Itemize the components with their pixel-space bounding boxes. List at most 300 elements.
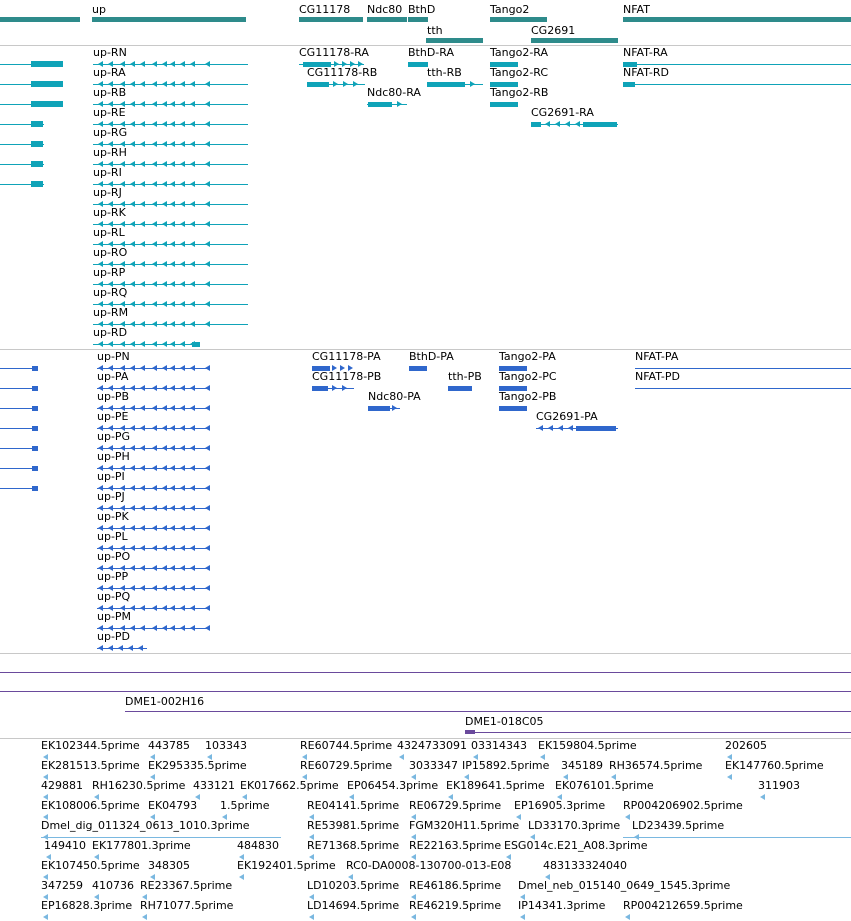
est-label[interactable]: RE46186.5prime — [409, 879, 502, 892]
strand-arrow — [205, 221, 210, 227]
transcript-label-tango2-rc[interactable]: Tango2-RC — [490, 66, 549, 79]
est-label[interactable]: EK076101.5prime — [555, 779, 654, 792]
strand-arrow — [152, 181, 157, 187]
intron-line[interactable] — [623, 837, 851, 838]
est-label[interactable]: RH36574.5prime — [609, 759, 703, 772]
strand-arrow — [152, 141, 157, 147]
est-label[interactable]: RH16230.5prime — [92, 779, 186, 792]
transcript-label-up-rl[interactable]: up-RL — [93, 226, 125, 239]
strand-arrow — [130, 161, 135, 167]
protein-label-tango2-pc[interactable]: Tango2-PC — [499, 370, 557, 383]
strand-arrow — [555, 121, 560, 127]
strand-arrow — [190, 321, 195, 327]
est-label[interactable]: 484830 — [237, 839, 279, 852]
strand-arrow — [180, 485, 185, 491]
strand-arrow — [130, 261, 135, 267]
est-label[interactable]: ESG014c.E21_A08.3prime — [504, 839, 648, 852]
est-label[interactable]: 149410 — [44, 839, 86, 852]
strand-arrow — [162, 365, 167, 371]
strand-arrow — [152, 565, 157, 571]
exon-block — [583, 122, 617, 127]
est-label[interactable]: Dmel_dig_011324_0613_1010.3prime — [41, 819, 250, 832]
protein-label-up-pa[interactable]: up-PA — [97, 370, 129, 383]
strand-arrow — [205, 81, 210, 87]
transcript-label-up-rj[interactable]: up-RJ — [93, 186, 122, 199]
strand-arrow — [152, 241, 157, 247]
transcript-label-tango2-ra[interactable]: Tango2-RA — [490, 46, 549, 59]
est-label[interactable]: EP16905.3prime — [514, 799, 606, 812]
strand-arrow — [162, 61, 167, 67]
gene-bar-ndc80[interactable] — [367, 17, 407, 22]
strand-arrow — [152, 201, 157, 207]
est-label[interactable]: EK108006.5prime — [41, 799, 140, 812]
exon-block — [31, 141, 43, 147]
est-label[interactable]: RE60729.5prime — [300, 759, 393, 772]
transcript-label-up-rg[interactable]: up-RG — [93, 126, 128, 139]
strand-arrow — [190, 121, 195, 127]
est-label[interactable]: EK159804.5prime — [538, 739, 637, 752]
gene-bar-nfat[interactable] — [623, 17, 851, 22]
strand-arrow — [180, 261, 185, 267]
clone-line[interactable] — [465, 732, 851, 733]
strand-arrow — [98, 341, 103, 347]
protein-label-up-ph[interactable]: up-PH — [97, 450, 130, 463]
protein-label-up-pg[interactable]: up-PG — [97, 430, 131, 443]
exon-block — [576, 426, 616, 431]
est-label[interactable]: IP15892.5prime — [462, 759, 550, 772]
strand-arrow — [152, 425, 157, 431]
strand-arrow — [205, 445, 210, 451]
strand-arrow — [170, 505, 175, 511]
transcript-label-up-rh[interactable]: up-RH — [93, 146, 127, 159]
est-label[interactable]: 1.5prime — [220, 799, 270, 812]
gene-label-cg2691[interactable]: CG2691 — [531, 24, 576, 37]
strand-arrow — [152, 505, 157, 511]
strand-arrow — [170, 445, 175, 451]
strand-arrow — [140, 525, 145, 531]
est-label[interactable]: 348305 — [148, 859, 190, 872]
strand-arrow — [162, 141, 167, 147]
strand-arrow — [190, 261, 195, 267]
strand-arrow — [162, 545, 167, 551]
gene-bar-cg11178[interactable] — [299, 17, 363, 22]
protein-label-cg11178-pb[interactable]: CG11178-PB — [312, 370, 382, 383]
intron-line[interactable] — [623, 64, 851, 65]
strand-arrow — [190, 81, 195, 87]
est-label[interactable]: EK281513.5prime — [41, 759, 140, 772]
strand-arrow — [190, 201, 195, 207]
est-label[interactable]: RE60744.5prime — [300, 739, 393, 752]
protein-label-tango2-pb[interactable]: Tango2-PB — [499, 390, 557, 403]
strand-arrow — [190, 281, 195, 287]
strand-arrow — [130, 465, 135, 471]
strand-arrow — [152, 301, 157, 307]
exon-block — [32, 426, 38, 431]
strand-arrow — [470, 81, 475, 87]
strand-arrow — [140, 181, 145, 187]
gene-label-ndc80[interactable]: Ndc80 — [367, 3, 403, 16]
strand-arrow — [180, 81, 185, 87]
transcript-label-tango2-rb[interactable]: Tango2-RB — [490, 86, 549, 99]
est-label[interactable]: EK017662.5prime — [240, 779, 339, 792]
est-label[interactable]: RE71368.5prime — [307, 839, 400, 852]
strand-arrow — [162, 101, 167, 107]
strand-arrow — [309, 914, 314, 920]
transcript-label-up-rp[interactable]: up-RP — [93, 266, 126, 279]
strand-arrow — [162, 505, 167, 511]
transcript-label-bthd-ra[interactable]: BthD-RA — [408, 46, 454, 59]
gene-bar-tango2[interactable] — [490, 17, 547, 22]
est-label[interactable]: EK04793 — [148, 799, 198, 812]
strand-arrow — [140, 405, 145, 411]
strand-arrow — [180, 425, 185, 431]
est-label[interactable]: 311903 — [758, 779, 800, 792]
protein-label-up-pl[interactable]: up-PL — [97, 530, 128, 543]
strand-arrow — [190, 301, 195, 307]
strand-arrow — [162, 121, 167, 127]
strand-arrow — [170, 365, 175, 371]
strand-arrow — [152, 281, 157, 287]
strand-arrow — [140, 61, 145, 67]
est-label[interactable]: RE46219.5prime — [409, 899, 502, 912]
exon-block — [499, 406, 527, 411]
strand-arrow — [170, 161, 175, 167]
strand-arrow — [128, 645, 133, 651]
strand-arrow — [140, 625, 145, 631]
strand-arrow — [170, 221, 175, 227]
strand-arrow — [205, 281, 210, 287]
est-label[interactable]: RP004212659.5prime — [623, 899, 743, 912]
est-label[interactable]: EP06454.3prime — [347, 779, 439, 792]
strand-arrow — [152, 101, 157, 107]
est-label[interactable]: 429881 — [41, 779, 83, 792]
transcript-label-up-rm[interactable]: up-RM — [93, 306, 129, 319]
est-label[interactable]: 103343 — [205, 739, 247, 752]
intron-line[interactable] — [41, 837, 281, 838]
strand-arrow — [130, 121, 135, 127]
est-label[interactable]: Dmel_neb_015140_0649_1545.3prime — [518, 879, 731, 892]
strand-arrow — [205, 565, 210, 571]
strand-arrow — [130, 341, 135, 347]
strand-arrow — [205, 101, 210, 107]
gene-bar-cg2691[interactable] — [531, 38, 618, 43]
strand-arrow — [140, 81, 145, 87]
strand-arrow — [152, 385, 157, 391]
est-label[interactable]: EK107450.5prime — [41, 859, 140, 872]
strand-arrow — [152, 161, 157, 167]
exon-block — [368, 406, 390, 411]
est-label[interactable]: FGM320H11.5prime — [409, 819, 520, 832]
strand-arrow — [205, 505, 210, 511]
strand-arrow — [140, 565, 145, 571]
strand-arrow — [180, 301, 185, 307]
strand-arrow — [170, 585, 175, 591]
clone-line[interactable] — [0, 672, 851, 673]
strand-arrow — [190, 181, 195, 187]
clone-line[interactable] — [0, 691, 851, 692]
strand-arrow — [625, 914, 630, 920]
transcript-label-cg2691-ra[interactable]: CG2691-RA — [531, 106, 594, 119]
exon-block — [490, 102, 518, 107]
strand-arrow — [140, 505, 145, 511]
strand-arrow — [180, 101, 185, 107]
transcript-track — [0, 46, 851, 348]
est-label[interactable]: EK295335.5prime — [148, 759, 247, 772]
est-label[interactable]: EK102344.5prime — [41, 739, 140, 752]
strand-arrow — [170, 565, 175, 571]
strand-arrow — [170, 241, 175, 247]
strand-arrow — [190, 241, 195, 247]
strand-arrow — [342, 385, 347, 391]
protein-label-up-pe[interactable]: up-PE — [97, 410, 129, 423]
strand-arrow — [180, 565, 185, 571]
est-label[interactable]: EK147760.5prime — [725, 759, 824, 772]
transcript-label-up-re[interactable]: up-RE — [93, 106, 126, 119]
strand-arrow — [397, 101, 402, 107]
strand-arrow — [162, 445, 167, 451]
gene-label-up[interactable]: up — [92, 3, 106, 16]
est-label[interactable]: LD14694.5prime — [307, 899, 400, 912]
protein-label-cg2691-pa[interactable]: CG2691-PA — [536, 410, 598, 423]
strand-arrow — [180, 201, 185, 207]
strand-arrow — [140, 141, 145, 147]
est-label[interactable]: 3033347 — [409, 759, 458, 772]
strand-arrow — [170, 201, 175, 207]
strand-arrow — [152, 121, 157, 127]
est-label[interactable]: 443785 — [148, 739, 190, 752]
strand-arrow — [140, 241, 145, 247]
clone-label[interactable]: DME1-018C05 — [465, 715, 544, 728]
strand-arrow — [130, 425, 135, 431]
strand-arrow — [140, 385, 145, 391]
strand-arrow — [130, 525, 135, 531]
strand-arrow — [170, 605, 175, 611]
strand-arrow — [130, 625, 135, 631]
protein-label-nfat-pa[interactable]: NFAT-PA — [635, 350, 679, 363]
est-label[interactable]: RE04141.5prime — [307, 799, 400, 812]
strand-arrow — [130, 201, 135, 207]
protein-label-up-pk[interactable]: up-PK — [97, 510, 129, 523]
strand-arrow — [130, 545, 135, 551]
strand-arrow — [190, 605, 195, 611]
gene-bar-up[interactable] — [0, 17, 80, 22]
strand-arrow — [43, 914, 48, 920]
protein-label-nfat-pd[interactable]: NFAT-PD — [635, 370, 680, 383]
protein-label-up-pm[interactable]: up-PM — [97, 610, 132, 623]
protein-label-cg11178-pa[interactable]: CG11178-PA — [312, 350, 381, 363]
strand-arrow — [180, 241, 185, 247]
transcript-label-up-rq[interactable]: up-RQ — [93, 286, 128, 299]
strand-arrow — [162, 425, 167, 431]
strand-arrow — [162, 81, 167, 87]
strand-arrow — [190, 61, 195, 67]
strand-arrow — [118, 645, 123, 651]
est-label[interactable]: 433121 — [193, 779, 235, 792]
est-label[interactable]: 03314343 — [471, 739, 527, 752]
est-label[interactable]: 483133324040 — [543, 859, 627, 872]
strand-arrow — [170, 61, 175, 67]
clone-line[interactable] — [125, 711, 851, 712]
strand-arrow — [162, 261, 167, 267]
gene-label-tango2[interactable]: Tango2 — [490, 3, 530, 16]
transcript-label-up-rn[interactable]: up-RN — [93, 46, 127, 59]
strand-arrow — [180, 121, 185, 127]
est-label[interactable]: RP004206902.5prime — [623, 799, 743, 812]
protein-label-bthd-pa[interactable]: BthD-PA — [409, 350, 454, 363]
protein-label-up-pn[interactable]: up-PN — [97, 350, 130, 363]
strand-arrow — [130, 181, 135, 187]
est-label[interactable]: IP14341.3prime — [518, 899, 606, 912]
strand-arrow — [170, 81, 175, 87]
strand-arrow — [170, 301, 175, 307]
est-label[interactable]: EK177801.3prime — [92, 839, 191, 852]
transcript-label-up-ro[interactable]: up-RO — [93, 246, 128, 259]
strand-arrow — [239, 874, 244, 880]
est-label[interactable]: RE22163.5prime — [409, 839, 502, 852]
protein-label-tango2-pa[interactable]: Tango2-PA — [499, 350, 556, 363]
protein-label-up-pb[interactable]: up-PB — [97, 390, 130, 403]
strand-arrow — [205, 585, 210, 591]
strand-arrow — [180, 61, 185, 67]
est-label[interactable]: EK192401.5prime — [237, 859, 336, 872]
est-label[interactable]: EP16828.3prime — [41, 899, 133, 912]
est-label[interactable]: 347259 — [41, 879, 83, 892]
strand-arrow — [392, 405, 397, 411]
gene-label-nfat[interactable]: NFAT — [623, 3, 650, 16]
strand-arrow — [180, 321, 185, 327]
est-label[interactable]: RC0-DA0008-130700-013-E08 — [346, 859, 512, 872]
clone-label[interactable]: DME1-002H16 — [125, 695, 205, 708]
est-label[interactable]: RE23367.5prime — [140, 879, 233, 892]
transcript-label-up-ra[interactable]: up-RA — [93, 66, 126, 79]
strand-arrow — [205, 61, 210, 67]
gene-bar-bthd[interactable] — [408, 17, 428, 22]
strand-arrow — [332, 385, 337, 391]
strand-arrow — [152, 341, 157, 347]
strand-arrow — [170, 281, 175, 287]
est-label[interactable]: EK189641.5prime — [446, 779, 545, 792]
gene-label-cg11178[interactable]: CG11178 — [299, 3, 351, 16]
protein-label-up-pj[interactable]: up-PJ — [97, 490, 125, 503]
strand-arrow — [180, 341, 185, 347]
est-label[interactable]: RE06729.5prime — [409, 799, 502, 812]
intron-line[interactable] — [623, 84, 851, 85]
strand-arrow — [162, 625, 167, 631]
protein-label-tth-pb[interactable]: tth-PB — [448, 370, 482, 383]
strand-arrow — [205, 201, 210, 207]
est-label[interactable]: LD23439.5prime — [632, 819, 725, 832]
est-label[interactable]: RE53981.5prime — [307, 819, 400, 832]
strand-arrow — [140, 161, 145, 167]
strand-arrow — [140, 445, 145, 451]
strand-arrow — [190, 565, 195, 571]
strand-arrow — [170, 121, 175, 127]
exon-block — [32, 446, 38, 451]
protein-label-up-pp[interactable]: up-PP — [97, 570, 129, 583]
strand-arrow — [162, 221, 167, 227]
exon-block — [409, 366, 427, 371]
exon-block — [623, 82, 635, 87]
exon-block — [531, 122, 541, 127]
exon-block — [31, 61, 63, 67]
exon-block — [307, 82, 329, 87]
transcript-label-up-ri[interactable]: up-RI — [93, 166, 122, 179]
est-label[interactable]: LD33170.3prime — [528, 819, 621, 832]
strand-arrow — [190, 385, 195, 391]
gene-label-bthd[interactable]: BthD — [408, 3, 436, 16]
strand-arrow — [190, 445, 195, 451]
transcript-label-nfat-ra[interactable]: NFAT-RA — [623, 46, 668, 59]
transcript-label-cg11178-rb[interactable]: CG11178-RB — [307, 66, 378, 79]
strand-arrow — [130, 365, 135, 371]
protein-label-up-pq[interactable]: up-PQ — [97, 590, 131, 603]
strand-arrow — [205, 625, 210, 631]
strand-arrow — [190, 161, 195, 167]
gene-label-tth[interactable]: tth — [427, 24, 443, 37]
strand-arrow — [162, 181, 167, 187]
strand-arrow — [205, 181, 210, 187]
strand-arrow — [130, 385, 135, 391]
transcript-label-ndc80-ra[interactable]: Ndc80-RA — [367, 86, 421, 99]
est-label[interactable]: 345189 — [561, 759, 603, 772]
est-label[interactable]: 410736 — [92, 879, 134, 892]
intron-line[interactable] — [635, 388, 851, 389]
strand-arrow — [162, 565, 167, 571]
strand-arrow — [180, 545, 185, 551]
transcript-label-tth-rb[interactable]: tth-RB — [427, 66, 462, 79]
strand-arrow — [140, 301, 145, 307]
strand-arrow — [130, 101, 135, 107]
est-label[interactable]: RH71077.5prime — [140, 899, 234, 912]
strand-arrow — [138, 645, 143, 651]
strand-arrow — [152, 221, 157, 227]
strand-arrow — [130, 301, 135, 307]
est-label[interactable]: 202605 — [725, 739, 767, 752]
est-label[interactable]: 4324733091 — [397, 739, 467, 752]
transcript-label-up-rd[interactable]: up-RD — [93, 326, 128, 339]
protein-label-up-pi[interactable]: up-PI — [97, 470, 125, 483]
transcript-label-cg11178-ra[interactable]: CG11178-RA — [299, 46, 369, 59]
strand-arrow — [205, 121, 210, 127]
protein-label-up-po[interactable]: up-PO — [97, 550, 131, 563]
gene-bar-tth[interactable] — [426, 38, 483, 43]
strand-arrow — [152, 261, 157, 267]
transcript-label-up-rk[interactable]: up-RK — [93, 206, 126, 219]
strand-arrow — [162, 385, 167, 391]
strand-arrow — [170, 425, 175, 431]
transcript-label-up-rb[interactable]: up-RB — [93, 86, 127, 99]
strand-arrow — [152, 545, 157, 551]
exon-block — [427, 82, 465, 87]
strand-arrow — [190, 485, 195, 491]
transcript-label-nfat-rd[interactable]: NFAT-RD — [623, 66, 670, 79]
protein-label-up-pd[interactable]: up-PD — [97, 630, 131, 643]
strand-arrow — [180, 465, 185, 471]
strand-arrow — [538, 425, 543, 431]
strand-arrow — [152, 321, 157, 327]
strand-arrow — [180, 221, 185, 227]
strand-arrow — [152, 365, 157, 371]
strand-arrow — [760, 794, 765, 800]
strand-arrow — [162, 341, 167, 347]
protein-label-ndc80-pa[interactable]: Ndc80-PA — [368, 390, 421, 403]
intron-line[interactable] — [635, 368, 851, 369]
clone-end-marker — [465, 730, 475, 734]
strand-arrow — [190, 585, 195, 591]
est-label[interactable]: LD10203.5prime — [307, 879, 400, 892]
exon-block — [31, 161, 43, 167]
gene-bar-up[interactable] — [92, 17, 246, 22]
